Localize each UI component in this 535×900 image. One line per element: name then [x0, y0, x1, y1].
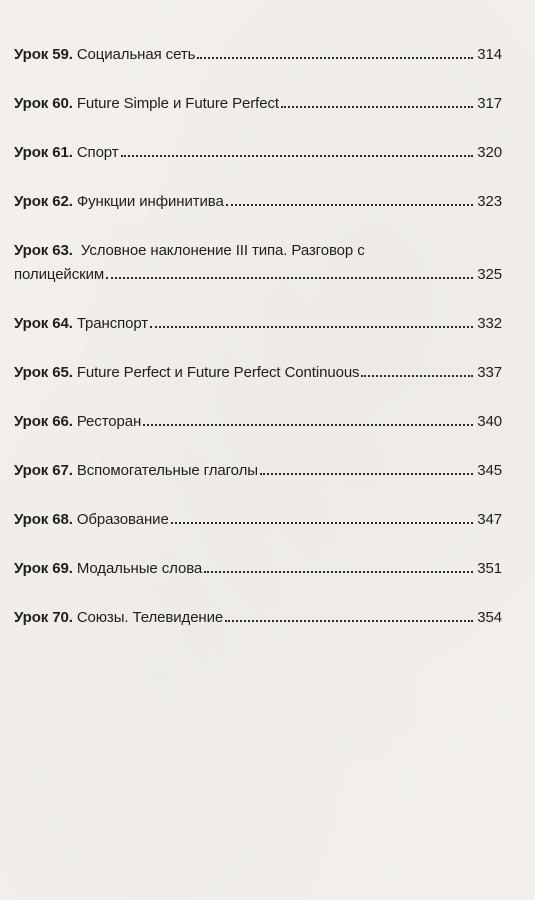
lesson-title: Транспорт: [76, 315, 149, 332]
page-number: 337: [477, 364, 502, 381]
toc-entry-68: [14, 508, 502, 532]
lesson-number: Урок 67.: [14, 462, 73, 479]
lesson-title: Функции инфинитива: [76, 193, 224, 210]
lesson-number: Урок 70.: [14, 609, 73, 626]
dot-leader: [150, 326, 473, 328]
dot-leader: [225, 620, 473, 622]
lesson-number: Урок 65.: [14, 364, 73, 381]
page-number: 332: [477, 315, 502, 332]
lesson-number: Урок 61.: [14, 144, 73, 161]
lesson-title: Образование: [76, 511, 169, 528]
lesson-number: Урок 69.: [14, 560, 73, 577]
dot-leader: [361, 375, 473, 377]
lesson-title: Условное наклонение III типа. Разговор с: [80, 242, 365, 259]
page-number: 320: [477, 144, 502, 161]
page-number: 340: [477, 413, 502, 430]
lesson-number: Урок 64.: [14, 315, 73, 332]
lesson-title: Союзы. Телевидение: [76, 609, 224, 626]
lesson-number: Урок 59.: [14, 46, 73, 63]
toc-entry-63: [14, 239, 502, 287]
lesson-title: Вспомогательные глаголы: [76, 462, 258, 479]
page-number: 317: [477, 95, 502, 112]
page-number: 325: [477, 266, 502, 283]
page-number: 351: [477, 560, 502, 577]
page-number: 323: [477, 193, 502, 210]
toc-entry-59: [14, 43, 502, 67]
dot-leader: [204, 571, 473, 573]
toc-entry-69: [14, 557, 502, 581]
toc-entry-60: [14, 92, 502, 116]
dot-leader: [106, 277, 473, 279]
toc-entry-61: [14, 141, 502, 165]
lesson-number: Урок 63.: [14, 242, 73, 259]
lesson-number: Урок 66.: [14, 413, 73, 430]
page-number: 314: [477, 46, 502, 63]
lesson-title: Модальные слова: [76, 560, 203, 577]
lesson-number: Урок 68.: [14, 511, 73, 528]
toc-entry-70: [14, 606, 502, 630]
lesson-number: Урок 60.: [14, 95, 73, 112]
dot-leader: [143, 424, 473, 426]
dot-leader: [260, 473, 473, 475]
lesson-title: Ресторан: [76, 413, 142, 430]
toc-entry-62: [14, 190, 502, 214]
page-number: 347: [477, 511, 502, 528]
table-of-contents: [14, 43, 502, 655]
dot-leader: [226, 204, 474, 206]
toc-entry-64: [14, 312, 502, 336]
page-number: 354: [477, 609, 502, 626]
dot-leader: [121, 155, 474, 157]
dot-leader: [171, 522, 474, 524]
lesson-number: Урок 62.: [14, 193, 73, 210]
toc-entry-66: [14, 410, 502, 434]
lesson-title: Future Simple и Future Perfect: [76, 95, 279, 112]
dot-leader: [197, 57, 473, 59]
lesson-title: Future Perfect и Future Perfect Continuous: [76, 364, 360, 381]
page-number: 345: [477, 462, 502, 479]
toc-entry-67: [14, 459, 502, 483]
lesson-title: Спорт: [76, 144, 119, 161]
lesson-title-continuation: полицейским: [14, 266, 105, 283]
lesson-title: Социальная сеть: [76, 46, 196, 63]
dot-leader: [281, 106, 473, 108]
toc-entry-65: [14, 361, 502, 385]
